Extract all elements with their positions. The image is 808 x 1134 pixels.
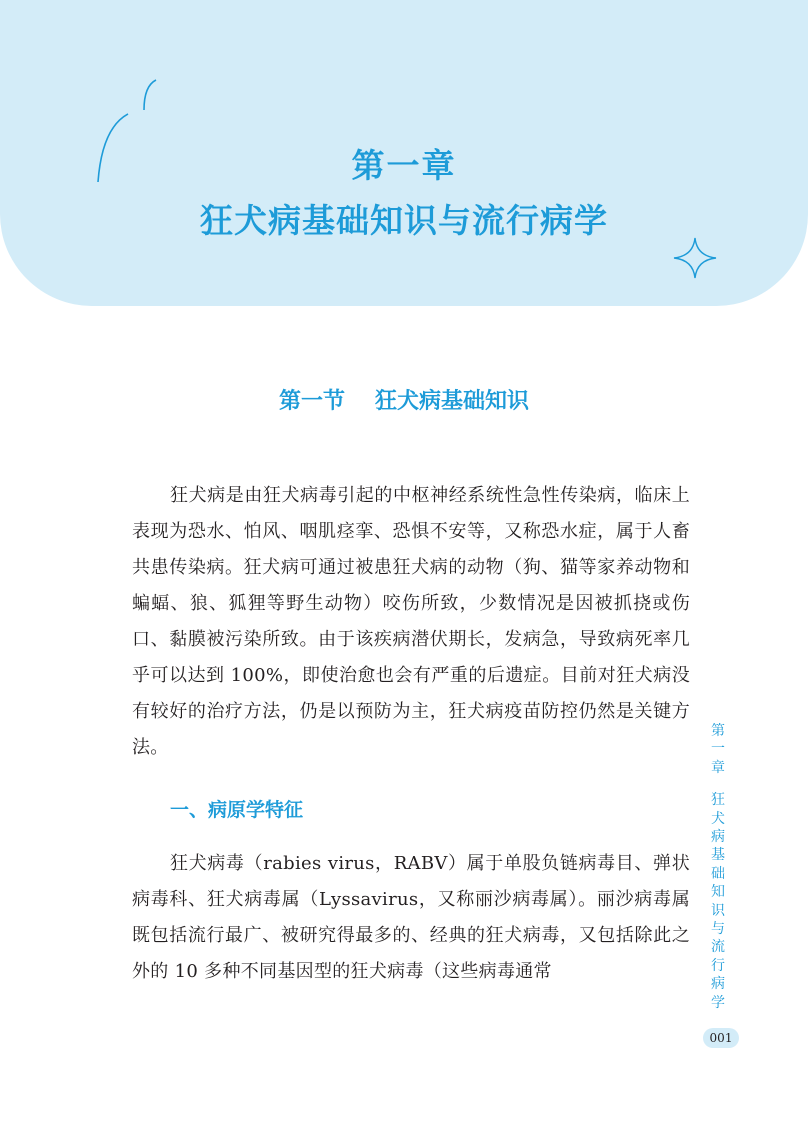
running-header-vertical [707, 722, 729, 1012]
section-heading [0, 384, 808, 420]
section-title: 狂犬病基础知识 [375, 389, 530, 414]
running-chapter-title: 狂犬病基础知识与流行病学 [711, 792, 725, 1011]
body-paragraph-pathogen: 狂犬病毒（rabies virus，RABV）属于单股负链病毒目、弹状病毒科、狂犬病毒属（Lyssavirus，又称丽沙病毒属）。丽沙病毒属既包括流行最广、被研究得最多的、经典的狂犬病毒，又包括除此之外的 10 多种不同基因型的狂犬病毒（这些病毒通常 [132, 853, 690, 982]
chapter-label: 第一章 [351, 146, 457, 185]
subsection-heading: 一、病原学特征 [170, 799, 304, 821]
body-paragraph-intro: 狂犬病是由狂犬病毒引起的中枢神经系统性急性传染病，临床上表现为恐水、怕风、咽肌痉挛、恐惧不安等，又称恐水症，属于人畜共患传染病。狂犬病可通过被患狂犬病的动物（狗、猫等家养动物和蝙蝠、狼、狐狸等野生动物）咬伤所致，少数情况是因被抓挠或伤口、黏膜被污染所致。由于该疾病潜伏期长，发病急，导致病死率几乎可以达到 100%，即使治愈也会有严重的后遗症。目前对狂犬病没有较好的治疗方法，仍是以预防为主，狂犬病疫苗防控仍然是关键方法。 [132, 485, 690, 758]
running-chapter-label: 第一章 [711, 723, 725, 776]
section-number: 第一节 [278, 389, 345, 414]
page-number: 001 [703, 1028, 739, 1048]
chapter-title: 狂犬病基础知识与流行病学 [200, 201, 608, 240]
